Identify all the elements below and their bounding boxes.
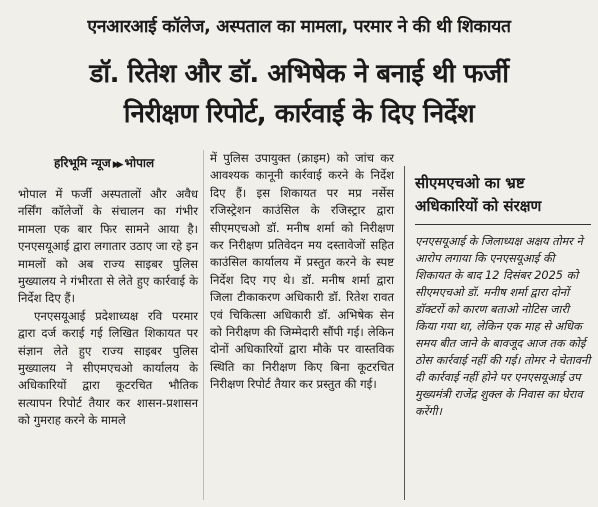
kicker-headline: एनआरआई कॉलेज, अस्पताल का मामला, परमार ने की थी शिकायत [87,17,511,37]
main-headline [10,54,588,134]
byline-place: भोपाल [124,156,155,170]
column1-paragraph-2: एनएसयूआई प्रदेशाध्यक्ष रवि परमार द्वारा दर्ज कराई गई लिखित शिकायत पर संज्ञान लेते हुए राज्य साइबर पुलिस मुख्यालय ने सीएमएचओ कार्यालय के अधिकारियों द्वारा कूटरचित भौतिक सत्यापन रिपोर्ट तैयार कर शासन-प्रशासन को गुमराह करने के मामले [18,308,198,428]
headline-line-2: निरीक्षण रिपोर्ट, कार्रवाई के दिए निर्देश [123,99,475,129]
sidebar-rule [415,224,591,225]
byline [54,154,154,171]
byline-source: हरिभूमि न्यूज [54,156,111,170]
article-column-1 [18,186,198,430]
sidebar-box [404,166,591,500]
column1-paragraph-1: भोपाल में फर्जी अस्पतालों और अवैध नर्सिंग कॉलेजों के संचालन का गंभीर मामला एक बार फिर सामने आया है। एनएसयूआई द्वारा लगातार उठाए जा रहे इन मामलों को अब राज्य साइबर पुलिस मुख्यालय ने गंभीरता से लेते हुए कार्रवाई के निर्देश दिए हैं। [18,187,198,306]
headline-line-1: डॉ. रितेश और डॉ. अभिषेक ने बनाई थी फर्जी [89,59,509,89]
byline-arrows-icon: ▶▶ [112,160,121,170]
column-divider [203,150,204,500]
article-column-2 [210,150,394,394]
sidebar-title: सीएमएचओ का भ्रष्ट अधिकारियों को संरक्षण [415,174,542,215]
sidebar-body: एनएसयूआई के जिलाध्यक्ष अक्षय तोमर ने आरोप लगाया कि एनएसयूआई की शिकायत के बाद 12 दिसंबर 2025 को सीएमएचओ डॉ. मनीष शर्मा द्वारा दोनों डॉक्टरों को कारण बताओ नोटिस जारी किया गया था, लेकिन एक माह से अधिक समय बीत जाने के बावजूद आज तक कोई ठोस कार्रवाई नहीं की गई। तोमर ने चेतावनी दी कार्रवाई नहीं होने पर एनएसयूआई उप मुख्यमंत्री राजेंद्र शुक्ल के निवास का घेराव करेंगी। [415,235,591,418]
column2-paragraph-1: में पुलिस उपायुक्त (क्राइम) को जांच कर आवश्यक कानूनी कार्रवाई करने के निर्देश दिए हैं। इस शिकायत पर मप्र नर्सेस रजिस्ट्रेशन काउंसिल के रजिस्ट्रार द्वारा सीएमएचओ डॉ. मनीष शर्मा को निरीक्षण कर निरीक्षण प्रतिवेदन मय दस्तावेजों सहित काउंसिल कार्यालय में प्रस्तुत करने के स्पष्ट निर्देश दिए गए थे। डॉ. मनीष शर्मा द्वारा जिला टीकाकरण अधिकारी डॉ. रितेश रावत एवं चिकित्सा अधिकारी डॉ. अभिषेक सेन को निरीक्षण की जिम्मेदारी सौंपी गई। लेकिन दोनों अधिकारियों द्वारा मौके पर वास्तविक स्थिति का निरीक्षण किए बिना कूटरचित निरीक्षण रिपोर्ट तैयार कर प्रस्तुत की गई। [210,151,394,392]
